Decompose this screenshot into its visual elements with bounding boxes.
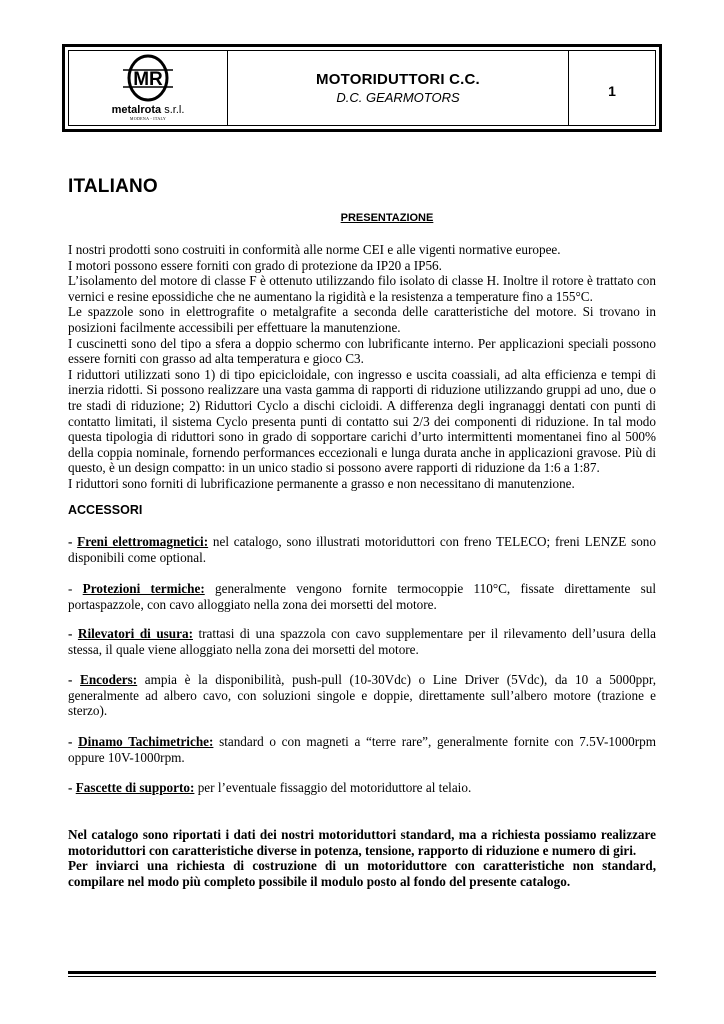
bullet-dash: - [68, 626, 73, 641]
accessory-text: nel catalogo, sono illustrati motoriduttori con freno TELECO; freni LENZE sono disponibili come optional. [68, 534, 656, 565]
accessory-title: Freni elettromagnetici: [77, 534, 209, 549]
accessory-text: standard o con magneti a “terre rare”, generalmente fornite con 7.5V-1000rpm oppure 10V-1000rpm. [68, 734, 657, 765]
logo-cell [68, 50, 228, 126]
presentation-body [68, 242, 656, 492]
title-cell [228, 50, 568, 126]
accessory-text: per l’eventuale fissaggio del motoriduttore al telaio. [194, 780, 472, 795]
accessory-title: Encoders: [80, 672, 138, 687]
paragraph: I cuscinetti sono del tipo a sfera a doppio schermo con lubrificante interno. Per applicazioni speciali possono essere forniti con grasso ad alta temperatura e gioco C3. [68, 335, 656, 367]
company-city: MODENA - ITALY [129, 116, 167, 121]
accessory-title: Dinamo Tachimetriche: [78, 734, 214, 749]
bullet-dash: - [68, 672, 73, 687]
logo-letters: MR [133, 69, 163, 90]
accessory-item [68, 780, 656, 796]
accessory-item [68, 581, 656, 612]
document-title: MOTORIDUTTORI C.C. [316, 71, 480, 88]
paragraph: Le spazzole sono in elettrografite o metalgrafite a seconda delle caratteristiche del motore. Si trovano in posizioni facilmente accessibili per effettuare la manutenzione. [68, 304, 656, 335]
bullet-dash: - [68, 734, 73, 749]
accessory-item [68, 626, 656, 657]
language-heading: ITALIANO [68, 176, 158, 197]
accessory-title: Protezioni termiche: [82, 581, 205, 596]
accessory-item [68, 534, 656, 565]
accessory-item [68, 734, 656, 765]
paragraph: I riduttori utilizzati sono 1) di tipo epicicloidale, con ingresso e uscita coassiali, ad alta efficienza e tempi di inerzia ridotti. Si possono realizzare una vasta gamma di rapporti di riduzione utilizzando gruppi ad uno, due o tre stadi di riduzione; 2) Riduttori Cyclo a dischi cicloidi. A differenza degli ingranaggi dentati con punti di contatto limitati, il sistema Cyclo presenta punti di contatto sui 2/3 dei componenti di riduzione. In tal modo questa tipologia di riduttori sono in grado di sopportare carichi d’urto intermittenti momentanei fino al 500% della coppia nominale, fornendo performances eccezionali e lunga durata anche in applicazioni gravose. Più di questo, è un design compatto: in un unico stadio si possono avere rapporti di riduzione da 1:6 a 1:87. [68, 366, 656, 476]
footer-rule-thin [68, 976, 656, 977]
accessories-heading: ACCESSORI [68, 503, 143, 517]
accessory-text: trattasi di una spazzola con cavo supplementare per il rilevamento dell’usura della stessa, il quale viene alloggiato nella zona dei morsetti del motore. [68, 626, 657, 657]
closing-paragraph: Per inviarci una richiesta di costruzione di un motoriduttore con caratteristiche non standard, compilare nel modo più completo possibile il modulo posto al fondo del presente catalogo. [68, 858, 656, 889]
bullet-dash: - [68, 534, 73, 549]
paragraph: I nostri prodotti sono costruiti in conformità alle norme CEI e alle vigenti normative europee. [68, 242, 561, 257]
document-subtitle: D.C. GEARMOTORS [336, 90, 460, 105]
accessory-text: ampia è la disponibilità, push-pull (10-30Vdc) o Line Driver (5Vdc), da 10 a 5000ppr, generalmente ad albero cavo, con soluzioni singole e doppie, direttamente sull’albero motore (trazione e sterzo). [68, 672, 657, 719]
accessory-item [68, 672, 656, 719]
accessory-title: Rilevatori di usura: [77, 626, 193, 641]
page-number-cell [568, 50, 656, 126]
page-number: 1 [608, 83, 616, 99]
closing-note [68, 827, 656, 889]
accessory-title: Fascette di supporto: [75, 780, 195, 795]
paragraph: I motori possono essere forniti con grado di protezione da IP20 a IP56. [68, 257, 442, 273]
accessory-text: generalmente vengono fornite termocoppie 110°C, fissate direttamente sul portaspazzole, con cavo alloggiato nella zona dei morsetti del motore. [68, 581, 656, 612]
section-title: PRESENTAZIONE [340, 212, 434, 224]
closing-paragraph: Nel catalogo sono riportati i dati dei nostri motoriduttori standard, ma a richiesta possiamo realizzare motoriduttori con caratteristiche diverse in potenza, tensione, rapporto di riduzione e numero di giri. [68, 827, 656, 858]
footer-rule [68, 971, 656, 974]
bullet-dash: - [68, 581, 73, 596]
bullet-dash: - [68, 780, 73, 795]
company-name: metalrota s.r.l. [111, 104, 185, 116]
section-heading [0, 212, 724, 224]
document-header [62, 44, 662, 132]
paragraph: I riduttori sono forniti di lubrificazione permanente a grasso e non necessitano di manutenzione. [68, 475, 575, 491]
paragraph: L’isolamento del motore di classe F è ottenuto utilizzando filo isolato di classe H. Inoltre il rotore è trattato con vernici e resine epossidiche che ne aumentano la rigidità e la resistenza a temperature fino a 155°C. [68, 273, 656, 304]
metalrota-logo-icon [117, 54, 179, 104]
